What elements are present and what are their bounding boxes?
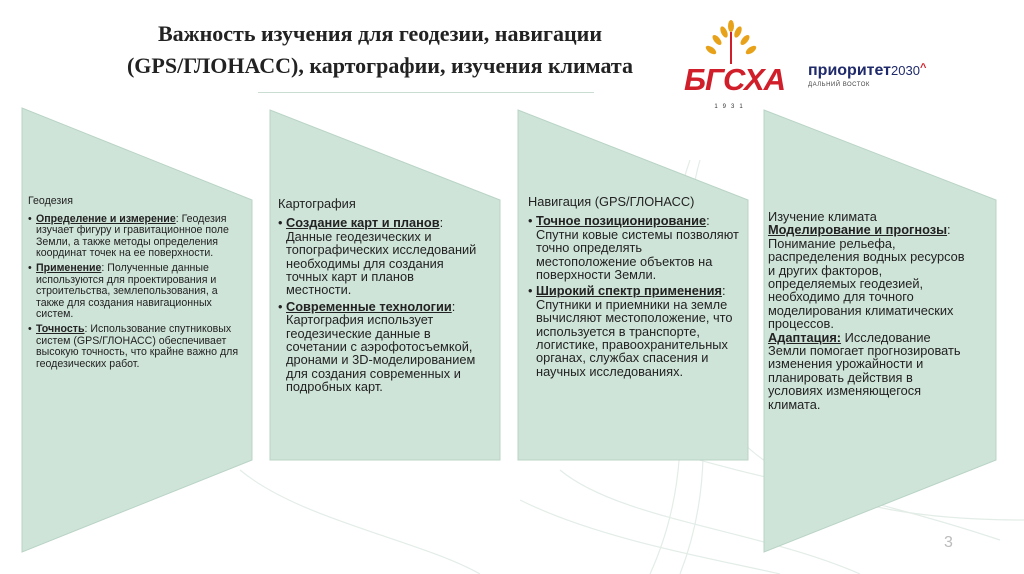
title-line-2: (GPS/ГЛОНАСС), картографии, изучения климата xyxy=(126,53,634,78)
paragraph: Моделирование и прогнозы: Понимание рельефа, распределения водных ресурсов и других факторов, определяемых геодезией, необходимо для точного моделирования климатических процессов. xyxy=(768,222,965,332)
paragraph: Адаптация: Исследование Земли помогает прогнозировать изменения урожайности и планировать действия в условиях изменяющегося климата. xyxy=(768,329,961,412)
list-item: • Современные технологии: Картография использует геодезические данные в сочетании с аэрофотосъемкой, дронами и 3D-моделированием для создания современных и подробных карт. xyxy=(286,300,478,394)
list-item: • Точное позиционирование: Спутни ковые системы позволяют точно определять местоположение объектов на поверхности Земли. xyxy=(536,214,740,281)
priority-subtitle: ДАЛЬНИЙ ВОСТОК xyxy=(808,82,870,88)
priority-caret: ^ xyxy=(919,62,927,74)
panel-heading: Навигация (GPS/ГЛОНАСС) xyxy=(528,194,695,209)
panel-heading: Изучение климата xyxy=(768,209,877,224)
list-item: • Точность: Использование спутниковых систем (GPS/ГЛОНАСС) обеспечивает высокую точность, что крайне важно для геодезических работ. xyxy=(36,324,240,370)
panel-navigation xyxy=(528,195,740,381)
panel-heading: Геодезия xyxy=(28,195,73,207)
page-number: 3 xyxy=(944,534,953,551)
bgsha-wordmark: БГСХА xyxy=(684,62,786,97)
panel-geodesy xyxy=(28,196,240,373)
title-line-1: Важность изучения для геодезии, навигации xyxy=(157,21,603,46)
list-item: • Создание карт и планов: Данные геодезических и топографических исследований необходимы для создания точных карт и планов местности. xyxy=(286,216,478,296)
list-item: • Применение: Полученные данные используются для проектирования и строительства, землепользования, а также для создания навигационных систем. xyxy=(36,263,240,321)
panel-climate xyxy=(768,210,968,411)
list-item: • Широкий спектр применения: Спутники и приемники на земле вычисляют местоположение, что используется в транспорте, логистике, правоохранительных органах, службах спасения и научных исследованиях. xyxy=(536,284,740,378)
panel-heading: Картография xyxy=(278,196,356,211)
priority-year: 2030 xyxy=(891,63,920,78)
panel-cartography xyxy=(278,197,478,397)
bgsha-year: 1931 xyxy=(714,104,748,110)
priority-wordmark: приоритет xyxy=(808,62,892,79)
list-item: • Определение и измерение: Геодезия изучает фигуру и гравитационное поле Земли, а также методы определения координат точек на ее поверхности. xyxy=(36,214,240,260)
